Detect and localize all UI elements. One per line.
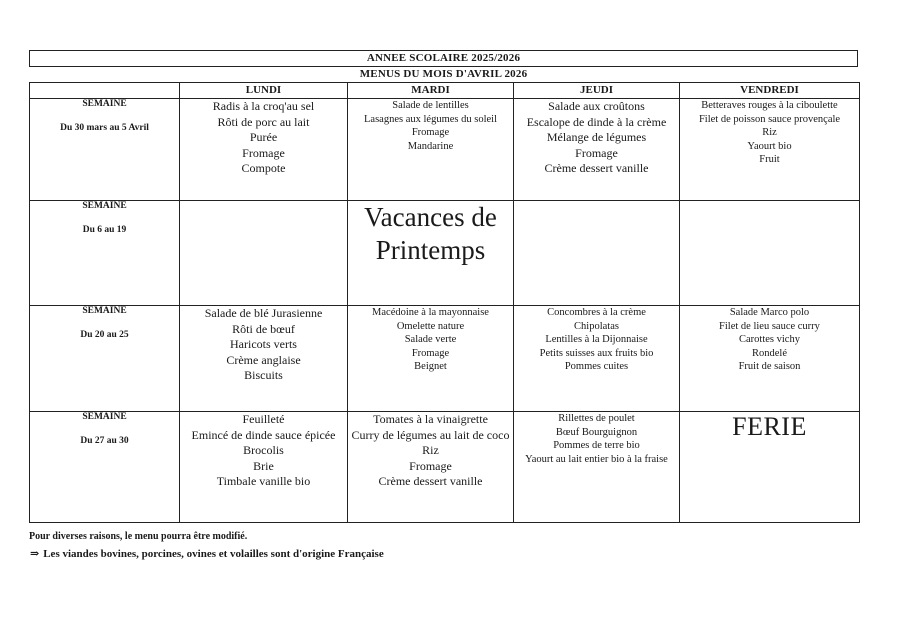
header-row bbox=[30, 83, 860, 99]
dish: Fruit de saison bbox=[738, 361, 801, 372]
dish: Fromage bbox=[575, 145, 618, 160]
dish: Crème anglaise bbox=[226, 352, 301, 367]
holiday-line-1: Vacances de bbox=[364, 202, 497, 232]
menu-cell-jeudi bbox=[514, 99, 680, 201]
dish: Rondelé bbox=[752, 347, 787, 359]
dish: Timbale vanille bio bbox=[216, 474, 311, 488]
menu-cell-vendredi bbox=[680, 306, 860, 412]
menu-cell-lundi bbox=[180, 201, 348, 306]
dish: Biscuits bbox=[244, 368, 283, 382]
dish: Crème dessert vanille bbox=[378, 474, 483, 488]
meat-origin-text: Les viandes bovines, porcines, ovines et volailles sont d'origine Française bbox=[43, 548, 384, 560]
title-box bbox=[29, 50, 858, 67]
arrow-right-icon: ⇒ bbox=[30, 548, 40, 560]
dish: Riz bbox=[422, 443, 439, 457]
week-label-cell bbox=[30, 412, 180, 523]
day-header-jeudi: JEUDI bbox=[514, 83, 680, 99]
day-header-mardi: MARDI bbox=[348, 83, 514, 99]
dish: Petits suisses aux fruits bio bbox=[539, 347, 654, 359]
week-row-3 bbox=[30, 306, 860, 412]
meat-origin-note bbox=[30, 547, 384, 560]
dish: Rôti de porc au lait bbox=[217, 114, 310, 129]
dish: Concombres à la crème bbox=[547, 307, 646, 318]
dish: Chipolatas bbox=[574, 320, 619, 332]
menu-cell-lundi bbox=[180, 306, 348, 412]
dish: Crème dessert vanille bbox=[544, 161, 649, 175]
menu-table bbox=[29, 82, 860, 523]
dish: Salade de blé Jurasienne bbox=[204, 306, 323, 320]
dish: Filet de poisson sauce provençale bbox=[698, 113, 841, 125]
dish: Salade verte bbox=[404, 334, 457, 345]
dish: Curry de légumes au lait de coco bbox=[351, 427, 510, 442]
week-dates: Du 20 au 25 bbox=[80, 330, 129, 340]
week-label-cell bbox=[30, 99, 180, 201]
dish: Yaourt au lait entier bio à la fraise bbox=[525, 453, 668, 465]
dish: Purée bbox=[249, 130, 278, 144]
dish: Fruit bbox=[759, 154, 780, 165]
dish: Yaourt bio bbox=[747, 140, 792, 152]
dish: Beignet bbox=[414, 361, 447, 372]
holiday-line-2: Printemps bbox=[375, 235, 486, 265]
holiday-notice-cell bbox=[348, 201, 514, 306]
menu-cell-jeudi bbox=[514, 201, 680, 306]
week-label-cell bbox=[30, 306, 180, 412]
dish: Brocolis bbox=[243, 443, 284, 457]
dish: Pommes cuites bbox=[564, 361, 629, 372]
dish: Emincé de dinde sauce épicée bbox=[191, 427, 336, 442]
dish: Lentilles à la Dijonnaise bbox=[545, 334, 648, 345]
week-row-1 bbox=[30, 99, 860, 201]
menu-cell-vendredi bbox=[680, 99, 860, 201]
dish: Escalope de dinde à la crème bbox=[526, 114, 667, 129]
dish: Salade Marco polo bbox=[729, 307, 810, 318]
day-header-vendredi: VENDREDI bbox=[680, 83, 860, 99]
dish: Filet de lieu sauce curry bbox=[719, 320, 820, 332]
menu-cell-mardi bbox=[348, 306, 514, 412]
menu-cell-lundi bbox=[180, 412, 348, 523]
dish: Pommes de terre bio bbox=[553, 440, 640, 451]
dish: Riz bbox=[762, 127, 777, 138]
dish: Carottes vichy bbox=[739, 334, 800, 345]
dish: Mandarine bbox=[407, 140, 454, 152]
dish: Salade aux croûtons bbox=[548, 99, 645, 113]
dish: Fromage bbox=[411, 127, 450, 138]
menu-cell-jeudi bbox=[514, 306, 680, 412]
week-dates: Du 6 au 19 bbox=[82, 225, 127, 235]
dish: Fromage bbox=[411, 347, 450, 359]
week-label: SEMAINE bbox=[82, 306, 127, 316]
week-dates: Du 30 mars au 5 Avril bbox=[60, 123, 149, 133]
school-year-title: ANNEE SCOLAIRE 2025/2026 bbox=[366, 52, 521, 64]
dish: Compote bbox=[241, 161, 286, 175]
week-label: SEMAINE bbox=[82, 99, 127, 109]
dish: Haricots verts bbox=[230, 337, 297, 351]
ferie-text: FERIE bbox=[732, 412, 807, 441]
dish: Feuilleté bbox=[242, 412, 285, 426]
dish: Fromage bbox=[409, 458, 452, 473]
week-label: SEMAINE bbox=[82, 201, 127, 211]
menu-cell-lundi bbox=[180, 99, 348, 201]
menu-cell-vendredi bbox=[680, 201, 860, 306]
dish: Rillettes de poulet bbox=[558, 413, 635, 424]
menu-cell-mardi bbox=[348, 99, 514, 201]
dish: Macédoine à la mayonnaise bbox=[372, 307, 489, 318]
week-dates: Du 27 au 30 bbox=[80, 436, 129, 446]
dish: Rôti de bœuf bbox=[232, 321, 295, 336]
dish: Bœuf Bourguignon bbox=[555, 426, 638, 438]
month-menu-title: MENUS DU MOIS D'AVRIL 2026 bbox=[359, 68, 528, 80]
menu-cell-mardi bbox=[348, 412, 514, 523]
menu-change-note: Pour diverses raisons, le menu pourra être modifié. bbox=[29, 531, 248, 542]
dish: Tomates à la vinaigrette bbox=[373, 412, 488, 426]
menu-cell-jeudi bbox=[514, 412, 680, 523]
holiday-ferie-cell bbox=[680, 412, 860, 523]
week-label-cell bbox=[30, 201, 180, 306]
dish: Lasagnes aux légumes du soleil bbox=[364, 113, 497, 125]
dish: Brie bbox=[253, 458, 274, 473]
week-label: SEMAINE bbox=[82, 412, 127, 422]
week-row-4 bbox=[30, 412, 860, 523]
dish: Radis à la croq'au sel bbox=[212, 99, 315, 113]
corner-cell bbox=[30, 83, 180, 99]
week-row-2 bbox=[30, 201, 860, 306]
dish: Salade de lentilles bbox=[392, 100, 469, 111]
dish: Fromage bbox=[242, 145, 285, 160]
dish: Mélange de légumes bbox=[546, 130, 647, 144]
dish: Omelette nature bbox=[396, 320, 465, 332]
dish: Betteraves rouges à la ciboulette bbox=[701, 100, 838, 111]
day-header-lundi: LUNDI bbox=[180, 83, 348, 99]
